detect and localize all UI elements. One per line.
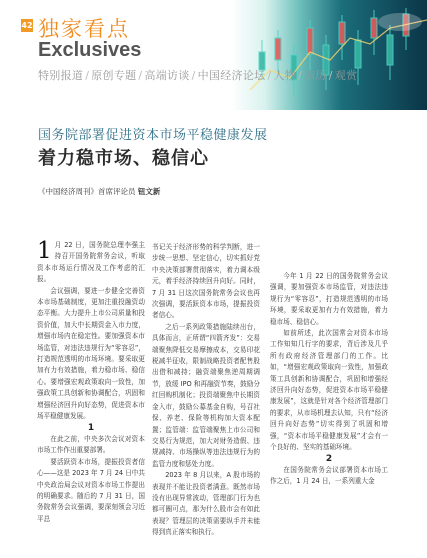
- text-column-3: [270, 271, 388, 488]
- tagline-item: 高端访谈: [144, 69, 190, 82]
- tagline-separator: /: [298, 69, 303, 82]
- tagline-item: 亲历: [304, 69, 327, 82]
- paragraph: 之后一系列政策措施陆续出台，具体而言，正所谓“四箭齐发”：交易端聚焦降低交易摩擦成本，交易印花税减半征收，限制战略投资者配售股出借和减持；融资端聚焦逆周期调节，放缓 IPO 和再融资节奏，鼓励分红回购机制化；投资端聚焦中长期资金入市，鼓励公募基金自购，号召社保、养老、保险等机构加大资本配置；监管端：监管端聚焦上市公司和交易行为规范，加大对财务造假、违规减持、市场操纵等违法违规行为的监管力度和惩处力度。: [152, 322, 260, 468]
- text-column-1: [37, 240, 145, 525]
- article-headline: 着力稳市场、稳信心: [38, 148, 209, 169]
- paragraph: 要活跃资本市场，提振投资者信心——这是 2023 年 7 月 24 日中共中央政治局会议对资本市场工作提出的明确要求。随后的 7 月 31 日，国务院常务会议强调，要深刻领会习近平总: [37, 457, 145, 523]
- tagline-separator: /: [138, 69, 143, 82]
- tagline-item: 观赏: [334, 69, 358, 82]
- paragraph: 在此之前，中央多次会议对资本市场工作作出重要部署。: [37, 434, 145, 455]
- section-tagline: [38, 67, 357, 83]
- tagline-item: 中国经济论坛: [197, 69, 266, 82]
- paragraph: 书记关于经济形势的科学判断，进一步统一思想、坚定信心，切实抓好党中央决策部署贯彻落实，着力调本级元，着手经济持续回升向好。同时，7 月 31 日这次国务院常务会议也再次强调，要活跃资本市场，提振投资者信心。: [152, 243, 260, 320]
- paragraph: 在国务院常务会议部署资本市场工作之后，1 月 24 日，一系列重大金: [270, 465, 388, 486]
- byline-prefix: 《中国经济周刊》首席评论员: [38, 187, 136, 196]
- tagline-separator: /: [267, 69, 272, 82]
- tagline-separator: /: [328, 69, 333, 82]
- paragraph: 会议强调，要进一步健全完善资本市场基础制度，更加注重投融资动态平衡。大力提升上市公司质量和投资价值，加大中长期资金入市力度，增强市场内在稳定性。要加强资本市场监管，对违法违规行为“零容忍”，打造规范透明的市场环境。要采取更加有力有效措施，着力稳市场、稳信心。要增强宏观政策取向一致性，加强政策工具创新和协调配合，巩固和增强经济回升向好态势，促进资本市场平稳健康发展。: [37, 286, 145, 421]
- tagline-item: 人物: [273, 69, 297, 82]
- column-title: 独家看点: [38, 17, 130, 41]
- drop-cap: 1: [37, 238, 52, 264]
- column-title-en: Exclusives: [38, 39, 142, 61]
- text-column-2: [152, 242, 260, 539]
- section-number: 1: [87, 422, 95, 433]
- paragraph: 如前所述，此次国常会对资本市场工作知知几行字的要求，背后涉及几乎所有政府经济管理部门的工作。比如，“增强宏观政策取向一致性，加强政策工具创新和协调配合，巩固和增强经济回升向好态势，促进资本市场平稳健康发展”，这就是针对各个经济管理部门的要求，从市场机理去认知，只有“经济回升向好态势”切实得到了巩固和增强，“资本市场平稳健康发展”才会有一个良好的、坚实的基础环境。: [270, 329, 388, 452]
- paragraph: 今年 1 月 22 日的国务院常务会议强调，要加强资本市场监管，对违法违规行为“零容忍”，打造规范透明的市场环境，要采取更加有力有效措施，着力稳市场、稳信心。: [270, 272, 388, 326]
- paragraph: 月 22 日，国务院总理李强主持召开国务院常务会议，听取资本市场运行情况及工作考虑的汇报。: [37, 241, 145, 284]
- tagline-separator: /: [85, 69, 90, 82]
- paragraph: 2023 年 8 月以来，A 股市场的表现并不能让投资者满意。既然市场没有出现异常波动，管理部门行为也都可圈可点，那为什么股市会有如此表现？管理层的决策需要纵手并未能得到真正落实和执行。: [152, 471, 260, 537]
- article-byline: [38, 186, 160, 197]
- section-number: 2: [325, 453, 333, 464]
- page-number-badge: 42: [21, 21, 33, 30]
- tagline-item: 特别报道: [38, 69, 84, 82]
- article-kicker: 国务院部署促进资本市场平稳健康发展: [38, 128, 268, 143]
- tagline-item: 原创专题: [91, 69, 137, 82]
- byline-author: 钮文新: [137, 187, 161, 196]
- tagline-separator: /: [191, 69, 196, 82]
